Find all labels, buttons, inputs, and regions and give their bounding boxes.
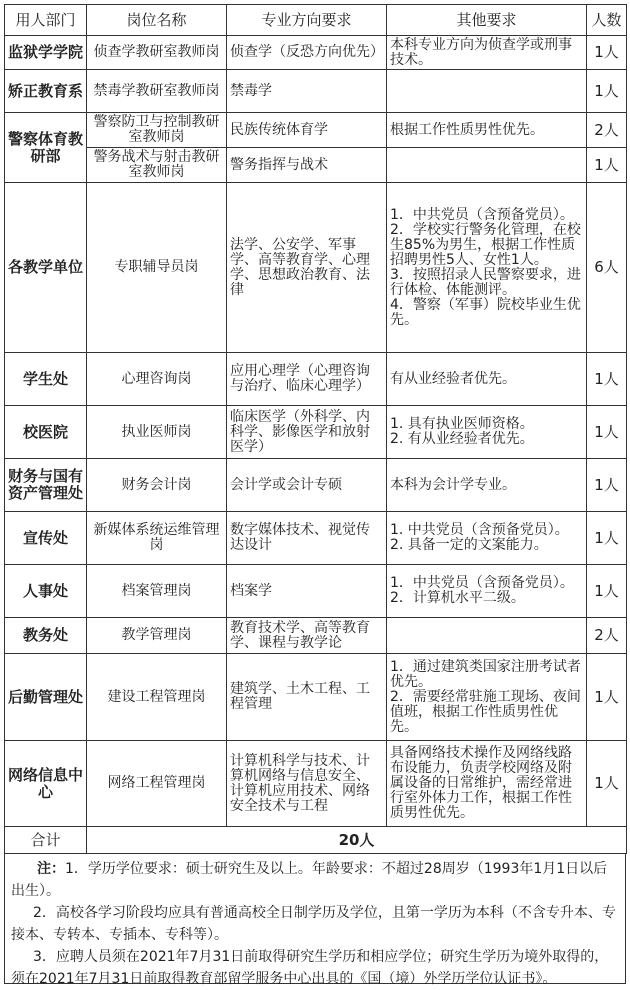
other-line: 根据工作性质男性优先。: [390, 121, 544, 138]
total-label: 合计: [5, 827, 87, 854]
position-cell: 财务会计岗: [87, 459, 227, 512]
other-line: 1．通过建筑类国家注册考试者优先。: [390, 658, 581, 690]
table-row: [5, 70, 627, 113]
other-cell: [387, 148, 587, 183]
total-row: [5, 827, 627, 854]
other-cell: [387, 741, 587, 827]
count-cell: 1人: [587, 565, 627, 618]
dept-cell: 教务处: [5, 618, 87, 654]
dept-cell: 网络信息中心: [5, 741, 87, 827]
other-line: 2．需要经常驻施工现场、夜间值班，根据工作性质男性优先。: [390, 688, 581, 735]
major-cell: 警务指挥与战术: [227, 148, 387, 183]
header-count: 人数: [587, 5, 627, 36]
dept-cell: 财务与国有资产管理处: [5, 459, 87, 512]
other-line: 1. 具有执业医师资格。: [390, 416, 534, 432]
major-cell: 侦查学（反恐方向优先）: [227, 36, 387, 70]
major-cell: 应用心理学（心理咨询与治疗、临床心理学）: [227, 353, 387, 406]
other-line: 本科为会计学专业。: [390, 476, 516, 493]
count-cell: 6人: [587, 183, 627, 353]
count-cell: 1人: [587, 512, 627, 565]
dept-cell: 后勤管理处: [5, 654, 87, 741]
header-other: 其他要求: [387, 5, 587, 36]
dept-cell: 监狱学学院: [5, 36, 87, 70]
other-line: 2. 具备一定的文案能力。: [390, 537, 548, 553]
count-cell: 1人: [587, 353, 627, 406]
dept-cell: 宣传处: [5, 512, 87, 565]
other-cell: [387, 459, 587, 512]
position-cell: 网络工程管理岗: [87, 741, 227, 827]
other-cell: [387, 512, 587, 565]
header-major: 专业方向要求: [227, 5, 387, 36]
count-cell: 1人: [587, 70, 627, 113]
major-cell: 临床医学（外科学、内科学、影像医学和放射医学）: [227, 406, 387, 459]
dept-cell: 人事处: [5, 565, 87, 618]
note-item: 3．应聘人员须在2021年7月31日前取得研究生学历和相应学位；研究生学历为境外取得的，须在2021年7月31日前取得教育部留学服务中心出具的《国（境）外学历学位认证书》。: [11, 949, 609, 987]
other-cell: [387, 353, 587, 406]
other-cell: [387, 113, 587, 148]
major-cell: 民族传统体育学: [227, 113, 387, 148]
position-cell: 警察防卫与控制教研室教师岗: [87, 113, 227, 148]
position-cell: 专职辅导员岗: [87, 183, 227, 353]
other-line: 2. 有从业经验者优先。: [390, 431, 534, 447]
count-cell: 1人: [587, 406, 627, 459]
position-cell: 心理咨询岗: [87, 353, 227, 406]
table-row: [5, 654, 627, 741]
other-line: 有从业经验者优先。: [390, 370, 516, 387]
table-row: [5, 618, 627, 654]
other-line: 4．警察（军事）院校毕业生优先。: [390, 296, 581, 328]
header-dept: 用人部门: [5, 5, 87, 36]
other-line: 具备网络技术操作及网络线路布设能力，负责学校网络及附属设备的日常维护，需经常进行室外体力工作，根据工作性质男性优先。: [390, 745, 572, 821]
count-cell: 2人: [587, 113, 627, 148]
note-item: [11, 858, 619, 902]
notes: [4, 854, 626, 987]
position-cell: 教学管理岗: [87, 618, 227, 654]
other-cell: [387, 406, 587, 459]
dept-cell: 校医院: [5, 406, 87, 459]
major-cell: 禁毒学: [227, 70, 387, 113]
other-cell: [387, 654, 587, 741]
other-line: 1．中共党员（含预备党员）。: [390, 206, 574, 223]
position-cell: 执业医师岗: [87, 406, 227, 459]
major-cell: 建筑学、土木工程、工程管理: [227, 654, 387, 741]
other-line: 1. 中共党员（含预备党员）。: [390, 522, 569, 538]
count-cell: 1人: [587, 36, 627, 70]
major-cell: 数字媒体技术、视觉传达设计: [227, 512, 387, 565]
header-row: [5, 5, 627, 36]
table-row: [5, 36, 627, 70]
position-cell: 警务战术与射击教研室教师岗: [87, 148, 227, 183]
major-cell: 教育技术学、高等教育学、课程与教学论: [227, 618, 387, 654]
dept-cell: 警察体育教研部: [5, 113, 87, 183]
other-line: 1．中共党员（含预备党员）。: [390, 575, 574, 591]
total-value: 20人: [87, 827, 627, 854]
note-item: 2．高校各学习阶段均应具有普通高校全日制学历及学位，且第一学历为本科（不含专升本、专接本、专转本、专插本、专科等）。: [11, 905, 616, 943]
dept-cell: 学生处: [5, 353, 87, 406]
table-row: [5, 353, 627, 406]
table-row: [5, 741, 627, 827]
count-cell: 1人: [587, 459, 627, 512]
count-cell: 2人: [587, 618, 627, 654]
table-row: [5, 113, 627, 148]
other-cell: [387, 183, 587, 353]
major-cell: 会计学或会计专硕: [227, 459, 387, 512]
major-cell: 档案学: [227, 565, 387, 618]
table-row: [5, 183, 627, 353]
other-line: 3．按照招录人民警察要求，进行体检、体能测评。: [390, 266, 581, 298]
recruitment-table: [4, 4, 627, 854]
position-cell: 档案管理岗: [87, 565, 227, 618]
dept-cell: 各教学单位: [5, 183, 87, 353]
note-text: 1．学历学位要求：硕士研究生及以上。年龄要求：不超过28周岁（1993年1月1日以后出生）。: [11, 861, 608, 899]
dept-cell: 矫正教育系: [5, 70, 87, 113]
position-cell: 建设工程管理岗: [87, 654, 227, 741]
other-cell: [387, 618, 587, 654]
position-cell: 新媒体系统运维管理岗: [87, 512, 227, 565]
other-cell: [387, 36, 587, 70]
table-row: [5, 459, 627, 512]
count-cell: 1人: [587, 654, 627, 741]
count-cell: 1人: [587, 148, 627, 183]
header-position: 岗位名称: [87, 5, 227, 36]
table-row: [5, 565, 627, 618]
other-cell: [387, 565, 587, 618]
table-row: [5, 148, 627, 183]
other-cell: [387, 70, 587, 113]
other-line: 2．学校实行警务化管理，在校生85%为男生，根据工作性质招聘男性5人、女性1人。: [390, 221, 581, 268]
other-line: 2．计算机水平二级。: [390, 590, 525, 606]
major-cell: 计算机科学与技术、计算机网络与信息安全、计算机应用技术、网络安全技术与工程: [227, 741, 387, 827]
table-row: [5, 406, 627, 459]
position-cell: 禁毒学教研室教师岗: [87, 70, 227, 113]
notes-label: 注：: [37, 861, 65, 877]
count-cell: 1人: [587, 741, 627, 827]
table-row: [5, 512, 627, 565]
major-cell: 法学、公安学、军事学、高等教育学、心理学、思想政治教育、法律: [227, 183, 387, 353]
position-cell: 侦查学教研室教师岗: [87, 36, 227, 70]
other-line: 本科专业方向为侦查学或刑事技术。: [390, 36, 572, 68]
